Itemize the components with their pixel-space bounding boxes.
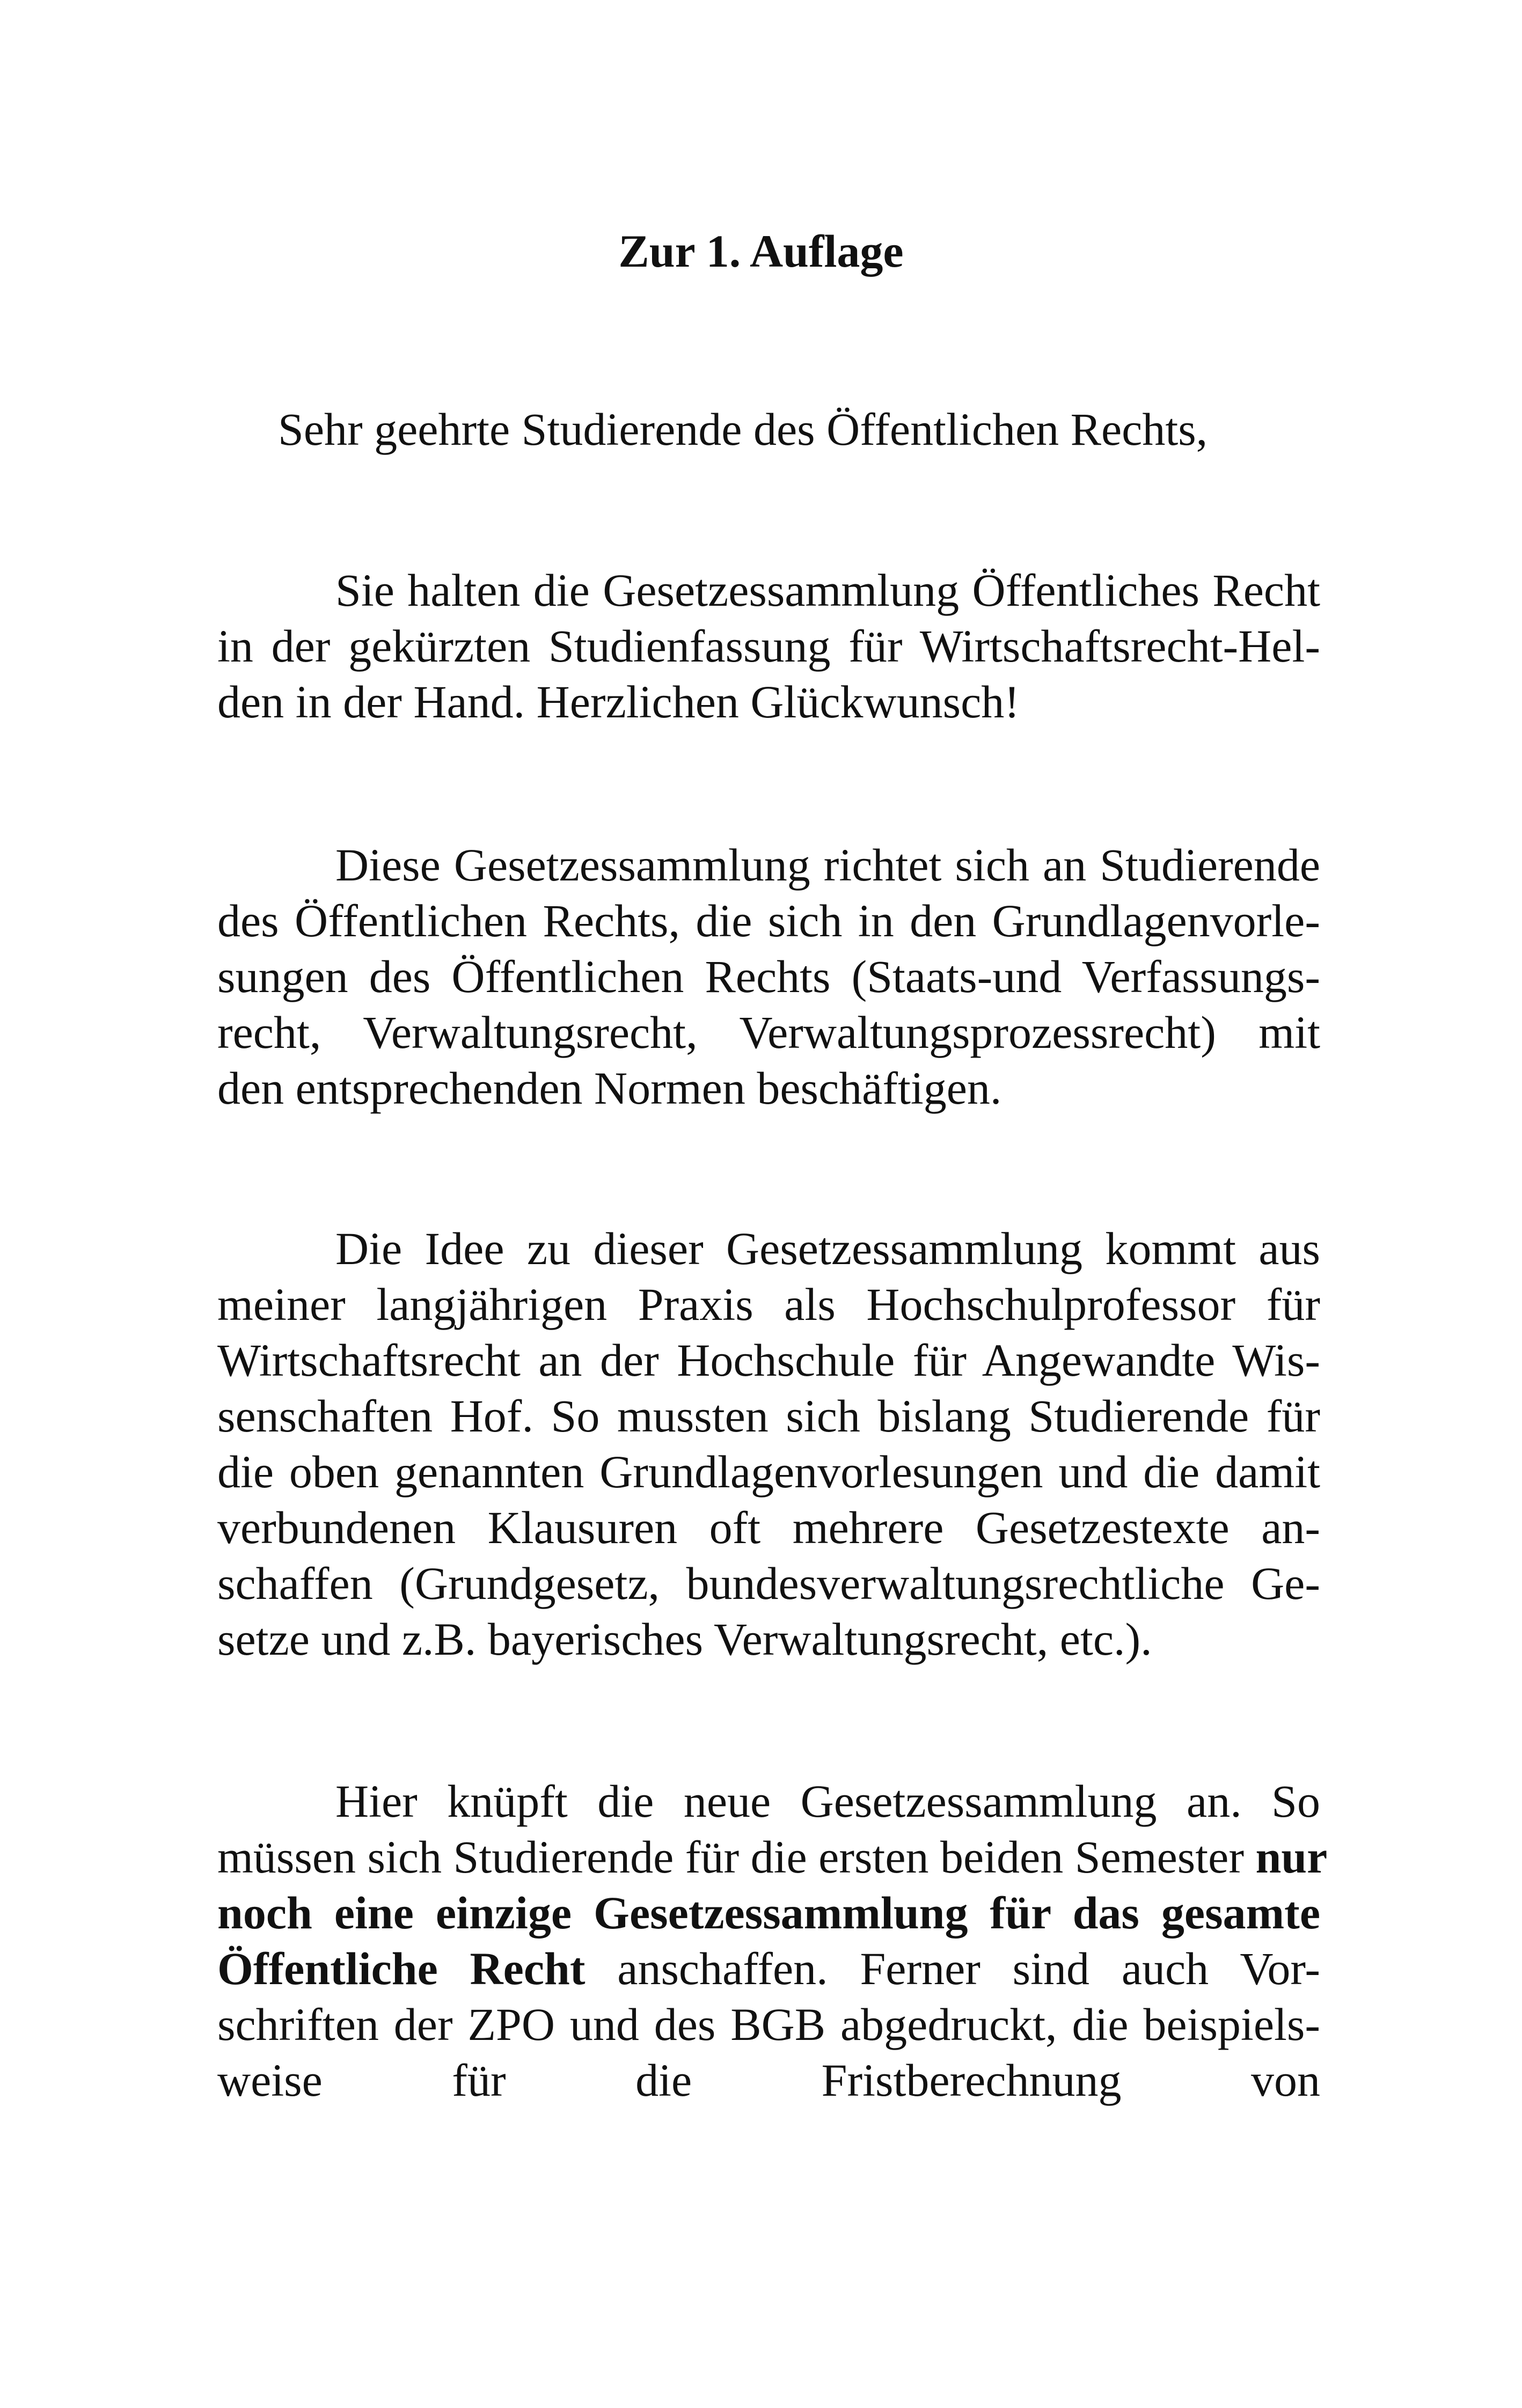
text-fragment: müssen sich Studierende für die ersten beiden Semester bbox=[217, 1831, 1256, 1883]
text-line: in der gekürzten Studienfassung für Wirtschaftsrecht-Hel- bbox=[217, 620, 1320, 672]
text-line: die oben genannten Grundlagenvorlesungen und die damit bbox=[217, 1446, 1320, 1497]
bold-emphasis: nur bbox=[1255, 1831, 1328, 1883]
text-line: des Öffentlichen Rechts, die sich in den Grundlagenvorle- bbox=[217, 895, 1320, 946]
text-line: den entsprechenden Normen beschäftigen. bbox=[217, 1062, 1002, 1114]
text-line: verbundenen Klausuren oft mehrere Gesetzestexte an- bbox=[217, 1502, 1320, 1553]
bold-emphasis: noch eine einzige Gesetzessammlung für das gesamte bbox=[217, 1887, 1320, 1939]
text-line: Sie halten die Gesetzessammlung Öffentliches Recht bbox=[335, 564, 1320, 616]
text-line bbox=[217, 1885, 1320, 1941]
text-line: setze und z.B. bayerisches Verwaltungsrecht, etc.). bbox=[217, 1613, 1152, 1665]
text-line: sungen des Öffentlichen Rechts (Staats-und Verfassungs- bbox=[217, 951, 1320, 1002]
text-line: weise für die Fristberechnung von bbox=[217, 2054, 1320, 2106]
text-line: den in der Hand. Herzlichen Glückwunsch! bbox=[217, 676, 1020, 728]
text-line: schriften der ZPO und des BGB abgedruckt, die beispiels- bbox=[217, 1999, 1320, 2050]
text-line bbox=[217, 1829, 1328, 1885]
paragraph-3 bbox=[217, 1221, 1320, 1667]
text-line: Die Idee zu dieser Gesetzessammlung kommt aus bbox=[335, 1223, 1320, 1274]
text-line: Wirtschaftsrecht an der Hochschule für Angewandte Wis- bbox=[217, 1334, 1320, 1386]
text-line: meiner langjährigen Praxis als Hochschulprofessor für bbox=[217, 1279, 1320, 1330]
text-line: Diese Gesetzessammlung richtet sich an Studierende bbox=[335, 839, 1320, 891]
text-line bbox=[217, 1941, 1320, 1996]
paragraph-2 bbox=[217, 837, 1320, 1116]
section-heading: Zur 1. Auflage bbox=[618, 225, 904, 277]
text-line: senschaften Hof. So mussten sich bislang Studierende für bbox=[217, 1390, 1320, 1442]
text-line: schaffen (Grundgesetz, bundesverwaltungsrechtliche Ge- bbox=[217, 1558, 1320, 1609]
paragraph-4 bbox=[217, 1773, 1328, 2108]
salutation: Sehr geehrte Studierende des Öffentlichen Rechts, bbox=[278, 403, 1208, 455]
paragraph-1 bbox=[217, 562, 1320, 730]
text-fragment: anschaffen. Ferner sind auch Vor- bbox=[585, 1943, 1320, 1994]
bold-emphasis: Öffentliche Recht bbox=[217, 1943, 586, 1994]
text-line: Hier knüpft die neue Gesetzessammlung an. So bbox=[335, 1775, 1320, 1827]
text-line: recht, Verwaltungsrecht, Verwaltungsprozessrecht) mit bbox=[217, 1007, 1320, 1058]
